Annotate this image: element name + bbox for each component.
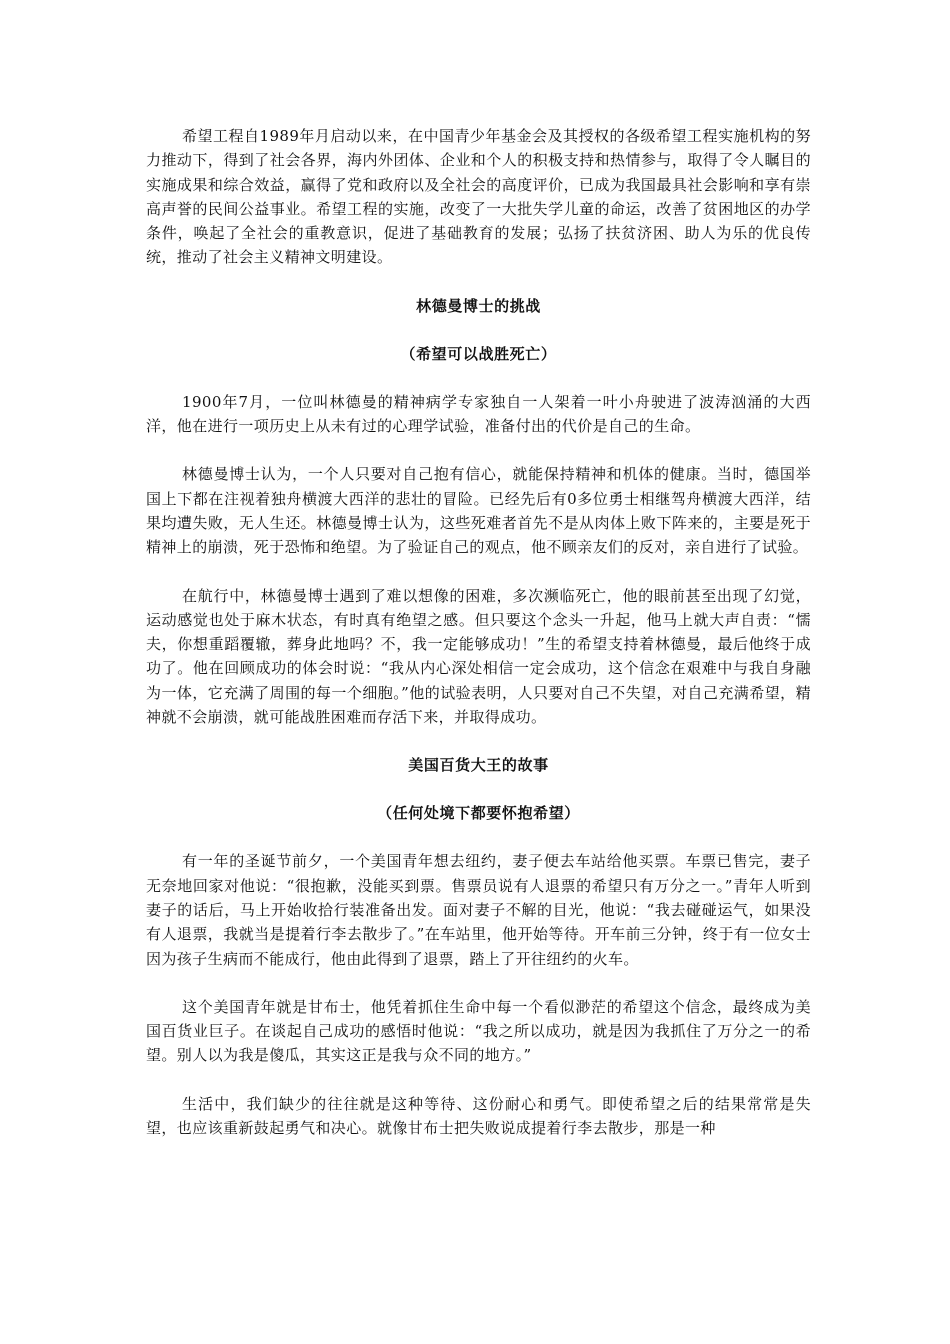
gambles-paragraph-1: 有一年的圣诞节前夕，一个美国青年想去纽约，妻子便去车站给他买票。车票已售完，妻子无奈地回家对他说：“很抱歉，没能买到票。售票员说有人退票的希望只有万分之一。”青年人听到妻子的话后，马上开始收拾行装准备出发。面对妻子不解的目光，他说：“我去碰碰运气，如果没有人退票，我就当是提着行李去散步了。”在车站里，他开始等待。开车前三分钟，终于有一位女士因为孩子生病而不能成行，他由此得到了退票，踏上了开往纽约的火车。 — [146, 852, 811, 968]
section-title-department-store-king: 美国百货大王的故事 — [408, 756, 549, 775]
lindemann-paragraph-1: 1900年7月，一位叫林德曼的精神病学专家独自一人架着一叶小舟驶进了波涛汹涌的大西洋，他在进行一项历史上从未有过的心理学试验，准备付出的代价是自己的生命。 — [146, 392, 811, 436]
document-page — [146, 124, 811, 1164]
intro-paragraph: 希望工程自1989年月启动以来，在中国青少年基金会及其授权的各级希望工程实施机构的努力推动下，得到了社会各界，海内外团体、企业和个人的积极支持和热情参与，取得了令人瞩目的实施成果和综合效益，赢得了党和政府以及全社会的高度评价，已成为我国最具社会影响和享有崇高声誉的民间公益事业。希望工程的实施，改变了一大批失学儿童的命运，改善了贫困地区的办学条件，唤起了全社会的重教意识，促进了基础教育的发展；弘扬了扶贫济困、助人为乐的优良传统，推动了社会主义精神文明建设。 — [146, 127, 811, 267]
section-title-lindemann: 林德曼博士的挑战 — [416, 296, 541, 315]
section-subtitle-lindemann: （希望可以战胜死亡） — [400, 344, 557, 363]
lindemann-paragraph-3: 在航行中，林德曼博士遇到了难以想像的困难，多次濒临死亡，他的眼前甚至出现了幻觉，运动感觉也处于麻木状态，有时真有绝望之感。但只要这个念头一升起，他马上就大声自责：“懦夫，你想重蹈覆辙，葬身此地吗？不，我一定能够成功！”生的希望支持着林德曼，最后他终于成功了。他在回顾成功的体会时说：“我从内心深处相信一定会成功，这个信念在艰难中与我自身融为一体，它充满了周围的每一个细胞。”他的试验表明，人只要对自己不失望，对自己充满希望，精神就不会崩溃，就可能战胜困难而存活下来，并取得成功。 — [146, 586, 811, 727]
gambles-paragraph-3: 生活中，我们缺少的往往就是这种等待、这份耐心和勇气。即使希望之后的结果常常是失望，也应该重新鼓起勇气和决心。就像甘布士把失败说成提着行李去散步，那是一种 — [146, 1094, 811, 1138]
lindemann-paragraph-2: 林德曼博士认为，一个人只要对自己抱有信心，就能保持精神和机体的健康。当时，德国举国上下都在注视着独舟横渡大西洋的悲壮的冒险。已经先后有0多位勇士相继驾舟横渡大西洋，结果均遭失败，无人生还。林德曼博士认为，这些死难者首先不是从肉体上败下阵来的，主要是死于精神上的崩溃，死于恐怖和绝望。为了验证自己的观点，他不顾亲友们的反对，亲自进行了试验。 — [146, 465, 811, 557]
section-subtitle-department-store-king: （任何处境下都要怀抱希望） — [377, 804, 580, 823]
gambles-paragraph-2: 这个美国青年就是甘布士，他凭着抓住生命中每一个看似渺茫的希望这个信念，最终成为美国百货业巨子。在谈起自己成功的感悟时他说：“我之所以成功，就是因为我抓住了万分之一的希望。别人以为我是傻瓜，其实这正是我与众不同的地方。” — [146, 997, 811, 1065]
